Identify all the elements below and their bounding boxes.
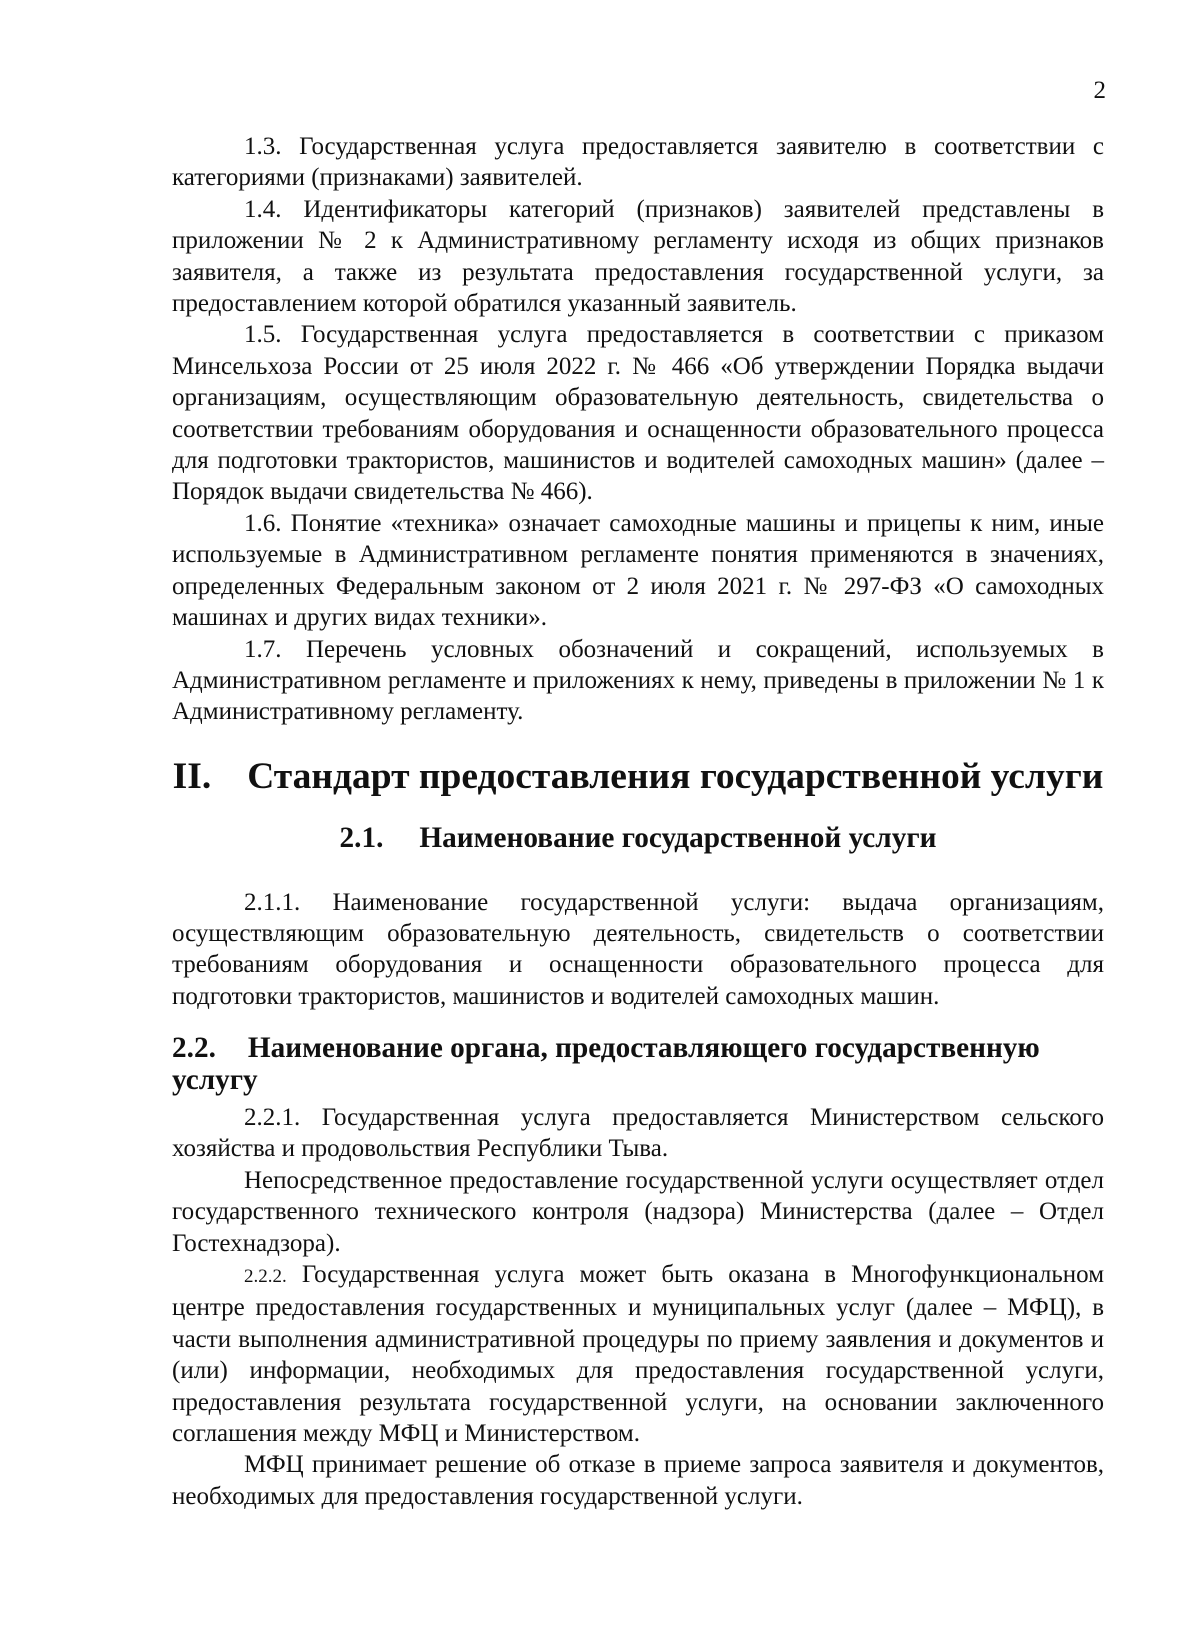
paragraph-text: Государственная услуга может быть оказана в Многофункциональном центре предоставления государственных и муниципальных услуг (далее – МФЦ), в части выполнения административной процедуры по приему заявления и документов и (или) информации, необходимых для предоставления государственной услуги, предоставления результата государственной услуги, на основании заключенного соглашения между МФЦ и Министерством.: [172, 1261, 1105, 1448]
page-number: 2: [1093, 77, 1106, 104]
paragraph-mfc-refusal: МФЦ принимает решение об отказе в приеме запроса заявителя и документов, необходимых для предоставления государственной услуги.: [172, 1451, 1104, 1510]
paragraph-1-7: 1.7. Перечень условных обозначений и сокращений, используемых в Административном регламенте и приложениях к нему, приведены в приложении № 1 к Административному регламенту.: [172, 635, 1104, 726]
subsection-heading-2-1: [172, 823, 1104, 854]
paragraph-direct-provision: Непосредственное предоставление государственной услуги осуществляет отдел государственного технического контроля (надзора) Министерства (далее – Отдел Гостехнадзора).: [172, 1166, 1104, 1257]
paragraph-2-2-1: 2.2.1. Государственная услуга предоставляется Министерством сельского хозяйства и продовольствия Республики Тыва.: [172, 1103, 1104, 1163]
paragraph-number: 2.2.2.: [244, 1266, 287, 1287]
subsection-title: Наименование государственной услуги: [419, 822, 937, 855]
subsection-number: 2.2.: [172, 1032, 216, 1065]
subsection-heading-2-2: [172, 1033, 1104, 1096]
paragraph-1-3: 1.3. Государственная услуга предоставляется заявителю в соответствии с категориями (признаками) заявителей.: [172, 133, 1104, 192]
section-title: Стандарт предоставления государственной услуги: [247, 755, 1104, 797]
paragraph-1-5: 1.5. Государственная услуга предоставляется в соответствии с приказом Минсельхоза России от 25 июля 2022 г. № 466 «Об утверждении Порядка выдачи организациям, осуществляющим образовательную деятельность, свидетельства о соответствии требованиям оборудования и оснащенности образовательного процесса для подготовки трактористов, машинистов и водителей самоходных машин» (далее – Порядок выдачи свидетельства № 466).: [172, 321, 1104, 506]
paragraph-2-2-2: [172, 1259, 1104, 1449]
paragraph-1-4: 1.4. Идентификаторы категорий (признаков) заявителей представлены в приложении № 2 к Административному регламенту исходя из общих признаков заявителя, а также из результата предоставления государственной услуги, за предоставлением которой обратился указанный заявитель.: [172, 195, 1104, 318]
document-body: [172, 131, 1104, 1512]
subsection-number: 2.1.: [339, 822, 384, 855]
subsection-title: Наименование органа, предоставляющего государственную услугу: [172, 1032, 1040, 1096]
paragraph-1-6: 1.6. Понятие «техника» означает самоходные машины и прицепы к ним, иные используемые в Административном регламенте понятия применяются в значениях, определенных Федеральным законом от 2 июля 2021 г. № 297-ФЗ «О самоходных машинах и других видах техники».: [172, 509, 1104, 632]
paragraph-2-1-1: 2.1.1. Наименование государственной услуги: выдача организациям, осуществляющим образовательную деятельность, свидетельств о соответствии требованиям оборудования и оснащенности образовательного процесса для подготовки трактористов, машинистов и водителей самоходных машин.: [172, 888, 1104, 1010]
section-number: II.: [172, 755, 212, 797]
section-heading-2: [172, 755, 1104, 797]
